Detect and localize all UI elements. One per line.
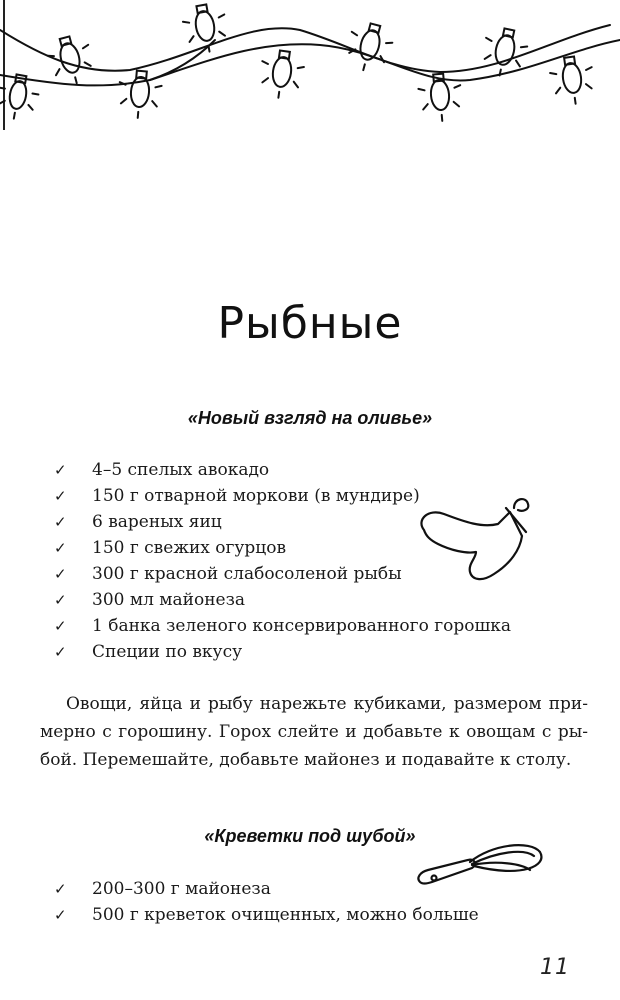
check-icon: ✓: [54, 591, 67, 609]
check-icon: ✓: [54, 643, 67, 661]
garland-bulb: [117, 69, 163, 119]
ingredient-item: ✓ 200–300 г майонеза: [54, 876, 479, 902]
page-number: 11: [540, 955, 570, 980]
ingredient-item: ✓ 6 вареных яиц: [54, 509, 511, 535]
garland-bulb: [0, 72, 41, 122]
ingredient-item: ✓ 1 банка зеленого консервированного горошка: [54, 613, 511, 639]
garland-bulb: [258, 48, 306, 100]
check-icon: ✓: [54, 539, 67, 557]
ingredient-list-shrimp: [54, 876, 479, 928]
check-icon: ✓: [54, 461, 67, 479]
oven-mitten-icon: [410, 488, 540, 588]
recipe-title-shrimp: «Креветки под шубой»: [204, 826, 416, 846]
check-icon: ✓: [54, 565, 67, 583]
ingredient-item: ✓ 150 г отварной моркови (в мундире): [54, 483, 511, 509]
ingredient-item: ✓ Специи по вкусу: [54, 639, 511, 665]
ingredient-item: ✓ 300 мл майонеза: [54, 587, 511, 613]
recipe-title-olivier: «Новый взгляд на оливье»: [187, 408, 433, 428]
page-edge-line: [0, 0, 8, 1000]
check-icon: ✓: [54, 487, 67, 505]
check-icon: ✓: [54, 617, 67, 635]
garland-bulb: [479, 25, 530, 80]
section-title: Рыбные: [217, 298, 403, 349]
recipe-instructions: Овощи, яйца и рыбу нарежьте кубиками, размером при- мерно с горошину. Горох слейте и добавьте к овощам с ры- бой. Перемешайте, добавьте майонез и подавайте к столу.: [40, 694, 588, 770]
ingredient-item: ✓ 300 г красной слабосоленой рыбы: [54, 561, 511, 587]
check-icon: ✓: [54, 880, 67, 898]
ingredient-item: ✓ 500 г креветок очищенных, можно больше: [54, 902, 479, 928]
garland-bulb: [44, 32, 97, 88]
check-icon: ✓: [54, 513, 67, 531]
garland-lights-icon: [0, 0, 620, 130]
check-icon: ✓: [54, 906, 67, 924]
ingredient-item: ✓ 4–5 спелых авокадо: [54, 457, 511, 483]
garland-bulb: [548, 54, 596, 106]
ingredient-item: ✓ 150 г свежих огурцов: [54, 535, 511, 561]
